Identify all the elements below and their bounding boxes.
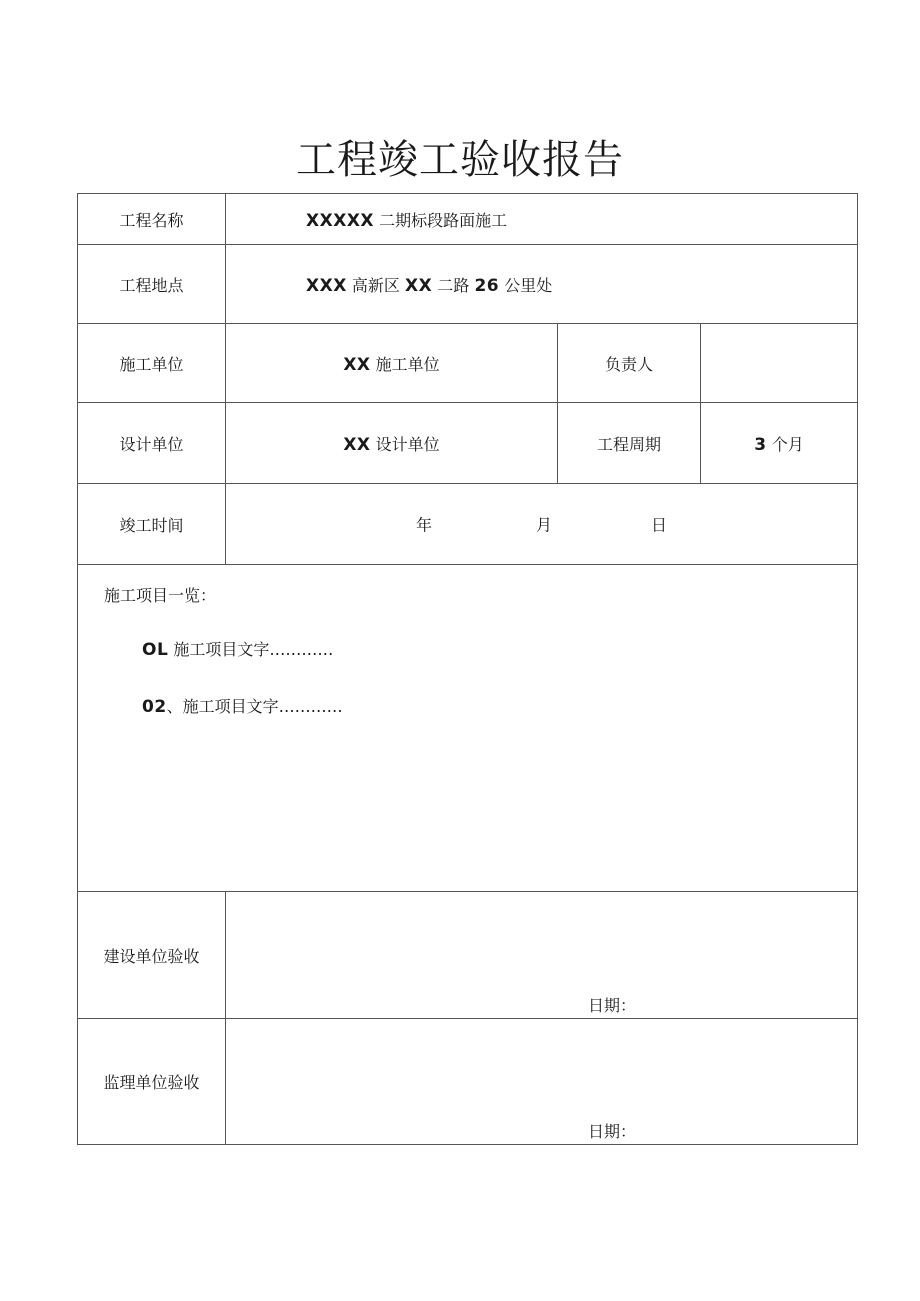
project-period-value xyxy=(701,403,858,484)
person-in-charge-value[interactable] xyxy=(701,324,858,403)
project-period-label: 工程周期 xyxy=(558,403,701,484)
location-code-1: XXX xyxy=(306,275,347,296)
list-item-code: 02 xyxy=(142,697,167,717)
project-period-code: 3 xyxy=(754,434,767,455)
project-name-code: XXXXX xyxy=(306,210,375,231)
row-completion-time xyxy=(78,484,858,565)
row-design-unit xyxy=(78,403,858,484)
page-title: 工程竣工验收报告 xyxy=(296,137,624,183)
list-item-text: 施工项目文字………… xyxy=(173,640,334,659)
project-period-text: 个月 xyxy=(771,434,804,454)
location-code-3: 26 xyxy=(474,275,500,296)
supervision-acceptance-sign-area[interactable] xyxy=(226,1019,858,1145)
location-text-2: 二路 xyxy=(437,275,470,295)
location-code-2: XX xyxy=(405,275,433,296)
project-name-label: 工程名称 xyxy=(78,194,226,245)
location-text-1: 高新区 xyxy=(351,275,400,295)
row-project-location xyxy=(78,245,858,324)
project-location-label: 工程地点 xyxy=(78,245,226,324)
design-unit-code: XX xyxy=(343,434,371,455)
supervision-acceptance-label: 监理单位验收 xyxy=(78,1019,226,1145)
construction-acceptance-sign-area[interactable] xyxy=(226,892,858,1019)
person-in-charge-label: 负责人 xyxy=(558,324,701,403)
design-unit-text: 设计单位 xyxy=(375,434,440,454)
row-construction-unit xyxy=(78,324,858,403)
construction-acceptance-date-label: 日期： xyxy=(588,996,637,1015)
location-text-3: 公里处 xyxy=(504,275,553,295)
completion-time-value[interactable] xyxy=(226,484,858,565)
list-item-text: 、施工项目文字………… xyxy=(166,697,343,716)
list-item-code: OL xyxy=(142,640,169,660)
row-project-name xyxy=(78,194,858,245)
construction-acceptance-label: 建设单位验收 xyxy=(78,892,226,1019)
row-construction-acceptance xyxy=(78,892,858,1019)
project-name-text: 二期标段路面施工 xyxy=(379,210,508,230)
completion-time-label: 竣工时间 xyxy=(78,484,226,565)
project-list-title: 施工项目一览： xyxy=(104,586,217,605)
project-location-value xyxy=(226,245,858,324)
completion-day: 日 xyxy=(651,515,668,535)
design-unit-label: 设计单位 xyxy=(78,403,226,484)
completion-month: 月 xyxy=(536,515,553,535)
construction-unit-label: 施工单位 xyxy=(78,324,226,403)
construction-unit-value xyxy=(226,324,558,403)
list-item xyxy=(142,637,333,660)
construction-unit-text: 施工单位 xyxy=(375,354,440,374)
row-project-list xyxy=(78,565,858,892)
list-item xyxy=(142,694,343,717)
design-unit-value xyxy=(226,403,558,484)
row-supervision-acceptance xyxy=(78,1019,858,1145)
supervision-acceptance-date-label: 日期： xyxy=(588,1122,637,1141)
project-list-cell xyxy=(78,565,858,892)
construction-unit-code: XX xyxy=(343,354,371,375)
completion-year: 年 xyxy=(416,515,433,535)
acceptance-report-table xyxy=(77,193,858,1145)
project-name-value xyxy=(226,194,858,245)
